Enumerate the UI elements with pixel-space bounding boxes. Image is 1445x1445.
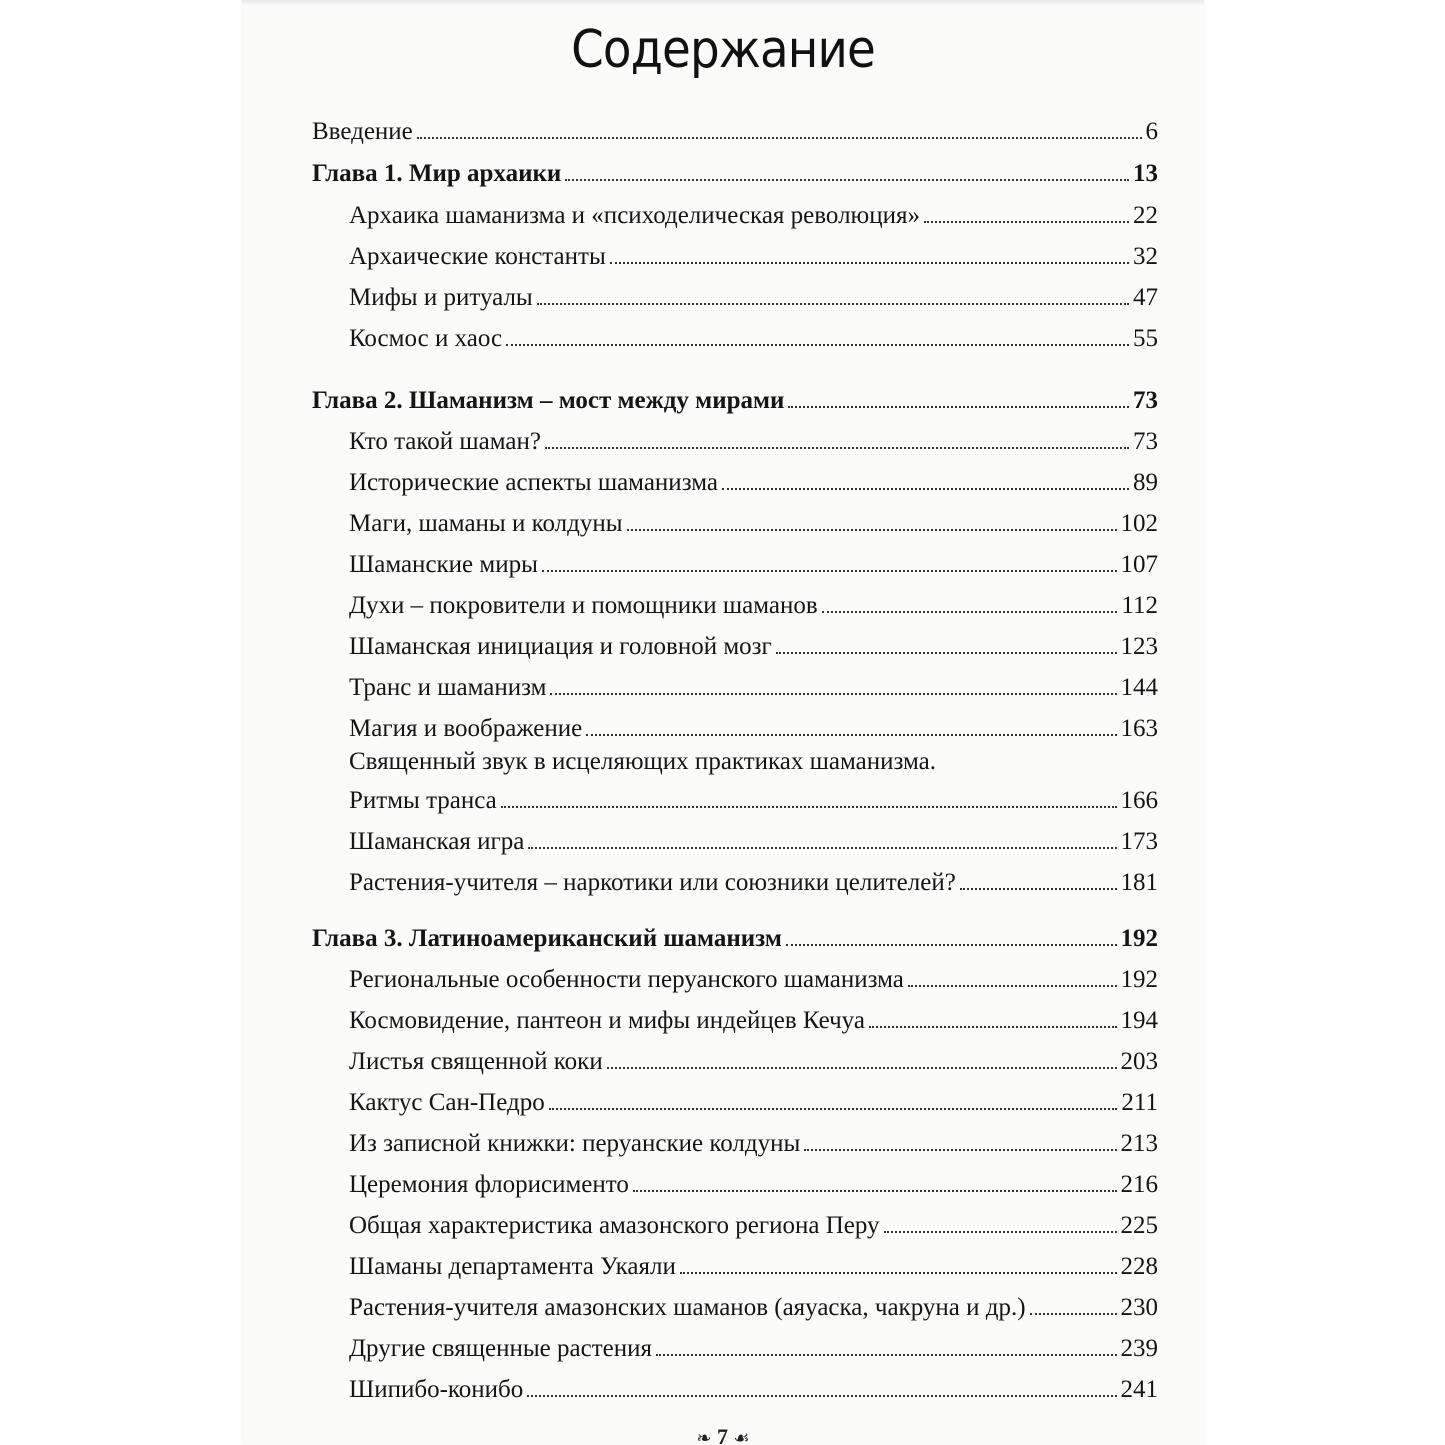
toc-entry-page: 181 — [1120, 869, 1158, 896]
toc-entry-page: 22 — [1133, 202, 1158, 229]
toc-entry-label: Космовидение, пантеон и мифы индейцев Кечуа — [349, 1007, 865, 1034]
toc-entry-page: 163 — [1120, 715, 1158, 742]
dot-leader — [1030, 1313, 1117, 1315]
toc-entry-line — [349, 822, 1158, 856]
dot-leader — [417, 137, 1142, 139]
toc-entry-page: 216 — [1120, 1171, 1158, 1198]
dot-leader — [501, 806, 1117, 808]
toc-entry-label: Введение — [312, 118, 413, 145]
toc-chapter-entry[interactable] — [242, 381, 1204, 415]
dot-leader — [788, 406, 1129, 408]
toc-entry-line — [349, 196, 1158, 230]
toc-entry-line — [312, 154, 1158, 188]
toc-section-entry[interactable] — [242, 1001, 1204, 1035]
toc-entry-label: Глава 3. Латиноамериканский шаманизм — [312, 925, 782, 952]
toc-entry-label: Шипибо-конибо — [349, 1376, 524, 1403]
toc-entry-line — [349, 1206, 1158, 1240]
toc-section-entry[interactable] — [242, 668, 1204, 702]
toc-section-entry[interactable] — [242, 422, 1204, 456]
toc-entry-label: Транс и шаманизм — [349, 674, 547, 701]
toc-entry-page: 89 — [1133, 469, 1158, 496]
dot-leader — [542, 570, 1117, 572]
toc-section-entry[interactable] — [242, 278, 1204, 312]
dot-leader — [722, 488, 1129, 490]
toc-entry-page: 173 — [1120, 828, 1158, 855]
toc-entry-line — [312, 381, 1158, 415]
toc-entry-label: Растения-учителя амазонских шаманов (аяуаска, чакруна и др.) — [349, 1294, 1026, 1321]
toc-entry-line — [349, 319, 1158, 353]
dot-leader — [627, 529, 1117, 531]
dot-leader — [528, 847, 1116, 849]
dot-leader — [537, 303, 1129, 305]
toc-entry-line — [349, 422, 1158, 456]
page-top-edge — [242, 0, 1204, 6]
toc-section-entry[interactable] — [242, 1083, 1204, 1117]
toc-entry-page: 211 — [1121, 1089, 1158, 1116]
toc-section-entry[interactable] — [242, 1165, 1204, 1199]
dot-leader — [506, 344, 1129, 346]
dot-leader — [545, 447, 1129, 449]
toc-entry-line — [349, 1001, 1158, 1035]
toc-section-entry[interactable] — [242, 1206, 1204, 1240]
toc-section-entry[interactable] — [242, 960, 1204, 994]
page-title: Содержание — [571, 20, 875, 80]
toc-entry-label: Шаманская игра — [349, 828, 525, 855]
dot-leader — [869, 1026, 1117, 1028]
page-number-value: 7 — [716, 1424, 728, 1445]
toc-section-entry[interactable] — [242, 781, 1204, 815]
toc-entry-label: Архаические константы — [349, 243, 606, 270]
toc-entry-line — [349, 781, 1158, 815]
toc-entry-page: 239 — [1120, 1335, 1158, 1362]
toc-section-entry[interactable] — [242, 319, 1204, 353]
toc-entry-label: Листья священной коки — [349, 1048, 603, 1075]
toc-section-entry[interactable] — [242, 237, 1204, 271]
dot-leader — [633, 1190, 1117, 1192]
toc-section-entry[interactable] — [242, 504, 1204, 538]
toc-section-entry[interactable] — [242, 1288, 1204, 1322]
toc-entry-page: 55 — [1133, 325, 1158, 352]
toc-entry-label: Региональные особенности перуанского шаманизма — [349, 966, 904, 993]
toc-entry-label: Другие священные растения — [349, 1335, 652, 1362]
toc-section-entry[interactable] — [242, 586, 1204, 620]
toc-entry-label: Духи – покровители и помощники шаманов — [349, 592, 818, 619]
dot-leader — [527, 1395, 1116, 1397]
toc-section-entry[interactable] — [242, 196, 1204, 230]
toc-entry-label: Из записной книжки: перуанские колдуны — [349, 1130, 801, 1157]
toc-entry-line — [312, 112, 1158, 146]
toc-entry-page: 192 — [1120, 925, 1158, 952]
dot-leader — [786, 944, 1117, 946]
toc-entry-label: Маги, шаманы и колдуны — [349, 510, 623, 537]
toc-entry-line — [349, 1329, 1158, 1363]
toc-section-entry[interactable] — [242, 1329, 1204, 1363]
toc-entry-label: Растения-учителя – наркотики или союзники целителей? — [349, 869, 956, 896]
dot-leader — [607, 1067, 1117, 1069]
toc-section-entry[interactable] — [242, 545, 1204, 579]
toc-entry-page: 228 — [1120, 1253, 1158, 1280]
toc-section-entry[interactable] — [242, 709, 1204, 743]
toc-entry-label: Общая характеристика амазонского региона Перу — [349, 1212, 880, 1239]
toc-entry-label: Ритмы транса — [349, 787, 497, 814]
toc-entry-page: 112 — [1121, 592, 1158, 619]
dot-leader — [924, 221, 1129, 223]
dot-leader — [776, 652, 1117, 654]
toc-entry-line — [349, 863, 1158, 897]
toc-entry-page: 225 — [1120, 1212, 1158, 1239]
toc-entry-page: 230 — [1120, 1294, 1158, 1321]
toc-entry-page: 73 — [1133, 428, 1158, 455]
toc-entry-line — [349, 237, 1158, 271]
toc-entry-label: Архаика шаманизма и «психоделическая революция» — [349, 202, 920, 229]
toc-entry-line — [349, 504, 1158, 538]
dot-leader — [908, 985, 1117, 987]
dot-leader — [586, 734, 1116, 736]
dot-leader — [656, 1354, 1117, 1356]
toc-entry-line — [349, 627, 1158, 661]
toc-entry-label: Шаманы департамента Укаяли — [349, 1253, 676, 1280]
toc-entry-line — [349, 1124, 1158, 1158]
toc-entry-line — [349, 463, 1158, 497]
toc-entry-line — [349, 1247, 1158, 1281]
toc-entry-page: 123 — [1120, 633, 1158, 660]
toc-entry-label: Магия и воображение — [349, 715, 583, 742]
toc-entry-page: 213 — [1120, 1130, 1158, 1157]
dot-leader — [610, 262, 1129, 264]
toc-entry-line — [349, 1042, 1158, 1076]
toc-entry-label: Глава 1. Мир архаики — [312, 160, 562, 187]
toc-entry-label: Космос и хаос — [349, 325, 503, 352]
toc-entry-page: 203 — [1120, 1048, 1158, 1075]
dot-leader — [804, 1149, 1116, 1151]
toc-entry-line — [349, 960, 1158, 994]
book-page — [242, 0, 1204, 1445]
toc-section-entry[interactable] — [242, 1247, 1204, 1281]
toc-entry-line — [349, 278, 1158, 312]
toc-entry-label: Кто такой шаман? — [349, 428, 541, 455]
toc-section-entry[interactable] — [242, 1370, 1204, 1404]
toc-entry-line — [349, 586, 1158, 620]
dot-leader — [565, 179, 1129, 181]
dot-leader — [680, 1272, 1117, 1274]
toc-entry-page: 166 — [1120, 787, 1158, 814]
ornament-left-icon: ❧ — [696, 1428, 712, 1445]
toc-entry-page: 47 — [1133, 284, 1158, 311]
dot-leader — [822, 611, 1118, 613]
toc-entry-label: Кактус Сан-Педро — [349, 1089, 545, 1116]
toc-chapter-entry[interactable] — [242, 154, 1204, 188]
toc-entry-page: 102 — [1120, 510, 1158, 537]
toc-entry-label: Шаманские миры — [349, 551, 538, 578]
toc-section-entry[interactable] — [242, 1124, 1204, 1158]
toc-section-entry[interactable] — [242, 1042, 1204, 1076]
toc-entry-page: 144 — [1120, 674, 1158, 701]
toc-entry-page: 192 — [1120, 966, 1158, 993]
toc-entry-line — [349, 1370, 1158, 1404]
toc-entry-label: Мифы и ритуалы — [349, 284, 533, 311]
toc-entry-line — [349, 1165, 1158, 1199]
toc-entry-line — [349, 545, 1158, 579]
toc-entry-page: 73 — [1133, 387, 1158, 414]
toc-entry-page: 194 — [1120, 1007, 1158, 1034]
toc-entry-page: 13 — [1133, 160, 1158, 187]
toc-section-entry[interactable] — [242, 863, 1204, 897]
dot-leader — [549, 1108, 1118, 1110]
toc-section-entry[interactable] — [242, 627, 1204, 661]
toc-entry-page: 241 — [1120, 1376, 1158, 1403]
toc-entry-label: Шаманская инициация и головной мозг — [349, 633, 772, 660]
toc-section-entry[interactable] — [242, 463, 1204, 497]
page-number — [242, 1424, 1204, 1445]
toc-entry-page: 32 — [1133, 243, 1158, 270]
toc-chapter-entry[interactable] — [242, 112, 1204, 146]
toc-entry-label: Церемония флорисименто — [349, 1171, 629, 1198]
toc-entry-line — [349, 1288, 1158, 1322]
toc-entry-first-line: Священный звук в исцеляющих практиках шаманизма. — [349, 748, 937, 775]
dot-leader — [960, 888, 1117, 890]
ornament-right-icon: ☙ — [733, 1428, 750, 1445]
toc-entry-label: Глава 2. Шаманизм – мост между мирами — [312, 387, 785, 414]
toc-entry-line — [349, 709, 1158, 743]
toc-section-entry[interactable] — [242, 822, 1204, 856]
toc-entry-line — [312, 919, 1158, 953]
dot-leader — [884, 1231, 1117, 1233]
toc-entry-label: Исторические аспекты шаманизма — [349, 469, 718, 496]
toc-entry-line — [349, 1083, 1158, 1117]
dot-leader — [550, 693, 1116, 695]
toc-entry-page: 6 — [1145, 118, 1158, 145]
toc-entry-page: 107 — [1120, 551, 1158, 578]
toc-entry-line — [349, 668, 1158, 702]
toc-chapter-entry[interactable] — [242, 919, 1204, 953]
